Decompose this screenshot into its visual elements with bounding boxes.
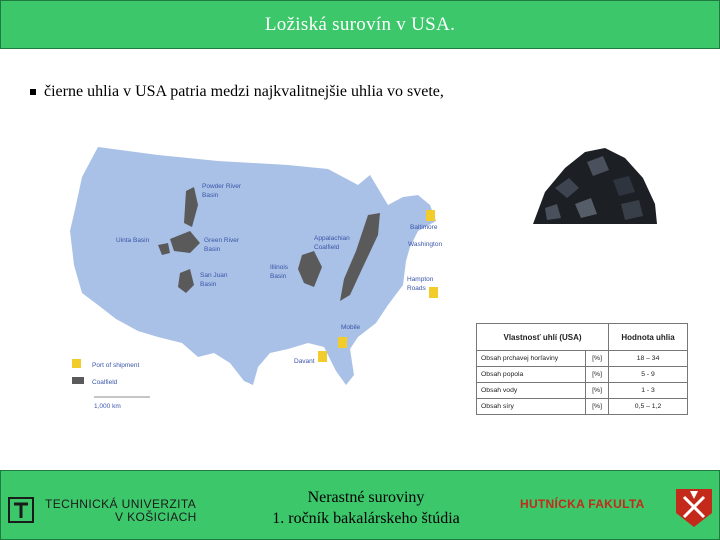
legend-coalfield-label: Coalfield: [92, 379, 118, 386]
university-name: [45, 498, 197, 524]
header-value: Hodnota uhlia: [609, 324, 688, 351]
footer-center: [236, 471, 496, 539]
row-unit: [%]: [586, 367, 609, 383]
course-subtitle: 1. ročník bakalárskeho štúdia: [272, 510, 460, 527]
legend-port-label: Port of shipment: [92, 362, 140, 369]
row-unit: [%]: [586, 399, 609, 415]
row-name: Obsah vody: [477, 383, 586, 399]
label-powder-river: Powder River: [202, 183, 242, 190]
bullet-square-icon: [30, 89, 36, 95]
table-row: [477, 367, 688, 383]
port-icon-mobile: [338, 337, 347, 348]
label-baltimore: Baltimore: [410, 224, 438, 231]
scale-label: 1,000 km: [94, 403, 121, 410]
usa-land-shape: [70, 147, 436, 385]
bullet-text: čierne uhlia v USA patria medzi najkvalitnejšie uhlia vo svete,: [44, 83, 444, 100]
university-logo: [7, 495, 207, 525]
label-green-river: Green River: [204, 237, 240, 244]
label-illinois: Illinois: [270, 264, 289, 271]
university-line-1: TECHNICKÁ UNIVERZITA: [45, 497, 197, 511]
table-header-row: [477, 324, 688, 351]
bullet-point: [30, 83, 444, 101]
title-bar: [0, 0, 720, 49]
port-icon-davant: [318, 351, 327, 362]
row-value: 18 – 34: [609, 351, 688, 367]
course-title: Nerastné suroviny: [307, 489, 425, 506]
table-row: [477, 383, 688, 399]
row-unit: [%]: [586, 351, 609, 367]
row-name: Obsah prchavej horľaviny: [477, 351, 586, 367]
port-icon-baltimore: [426, 210, 435, 221]
label-hampton: Hampton: [407, 276, 434, 283]
row-name: Obsah síry: [477, 399, 586, 415]
label-appalachian: Appalachian: [314, 235, 350, 242]
table-row: [477, 351, 688, 367]
row-name: Obsah popola: [477, 367, 586, 383]
coal-properties-table: [476, 323, 688, 415]
header-property: Vlastnosť uhlí (USA): [477, 324, 609, 351]
label-hampton-2: Roads: [407, 285, 426, 292]
legend-port-icon: [72, 359, 81, 368]
faculty-emblem-icon: [672, 487, 716, 529]
label-illinois-2: Basin: [270, 273, 287, 280]
tuke-logo-icon: [7, 495, 37, 525]
label-uinta: Uinta Basin: [116, 237, 150, 244]
label-appalachian-2: Coalfield: [314, 244, 340, 251]
label-davant: Davant: [294, 358, 315, 365]
port-icon-hampton: [429, 287, 438, 298]
row-value: 1 - 3: [609, 383, 688, 399]
row-value: 0,5 – 1,2: [609, 399, 688, 415]
label-washington: Washington: [408, 241, 443, 248]
label-mobile: Mobile: [341, 324, 361, 331]
faculty-name: HUTNÍCKA FAKULTA: [520, 497, 645, 511]
usa-coal-map: [58, 135, 453, 415]
label-powder-river-2: Basin: [202, 192, 219, 199]
university-line-2: V KOŠICIACH: [115, 510, 197, 524]
label-green-river-2: Basin: [204, 246, 221, 253]
coal-pile-image: [525, 138, 665, 230]
label-san-juan-2: Basin: [200, 281, 217, 288]
row-value: 5 - 9: [609, 367, 688, 383]
page-title: Ložiská surovín v USA.: [264, 13, 456, 35]
table-row: [477, 399, 688, 415]
legend-coalfield-swatch: [72, 377, 84, 384]
label-san-juan: San Juan: [200, 272, 228, 279]
row-unit: [%]: [586, 383, 609, 399]
